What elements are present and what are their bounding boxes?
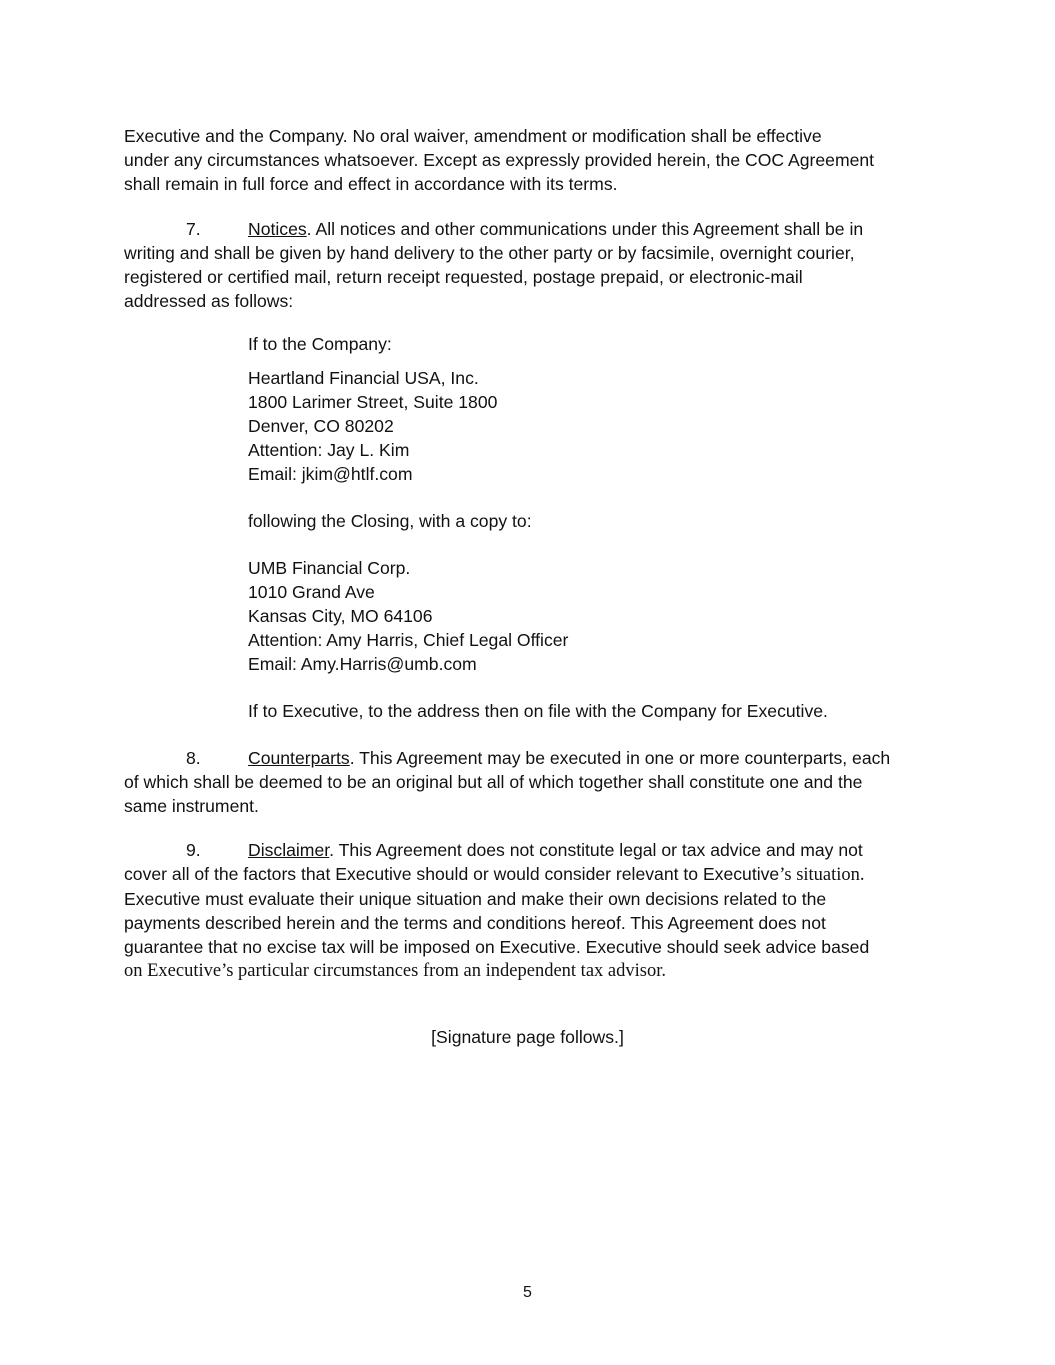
text-line — [124, 838, 934, 862]
section-text: . All notices and other communications under this Agreement shall be in — [306, 219, 864, 239]
text-line: same instrument. — [124, 796, 259, 816]
company-intro: If to the Company: — [248, 334, 392, 354]
address-line: Heartland Financial USA, Inc. — [248, 368, 479, 388]
section-number: 7. — [186, 219, 201, 239]
text-line — [124, 862, 934, 887]
section-heading: Disclaimer — [248, 840, 330, 860]
address-line: Attention: Amy Harris, Chief Legal Officer — [248, 630, 569, 650]
section-text: . This Agreement may be executed in one or more counterparts, each — [349, 748, 891, 768]
section-text: . This Agreement does not constitute legal or tax advice and may not — [329, 840, 863, 860]
text-line: registered or certified mail, return receipt requested, postage prepaid, or electronic-mail — [124, 267, 803, 287]
text-line: payments described herein and the terms and conditions hereof. This Agreement does not — [124, 913, 826, 933]
section-heading: Counterparts — [248, 748, 350, 768]
text-line: guarantee that no excise tax will be imposed on Executive. Executive should seek advice based — [124, 937, 870, 957]
section-number: 9. — [186, 840, 201, 860]
address-line: Denver, CO 80202 — [248, 416, 394, 436]
copy-intro: following the Closing, with a copy to: — [248, 511, 532, 531]
section-heading: Notices — [248, 219, 307, 239]
company-address-block — [248, 366, 928, 486]
intro-paragraph — [124, 124, 934, 196]
text-line: Executive and the Company. No oral waiver, amendment or modification shall be effective — [124, 126, 822, 146]
line-serif-part: ’s situation. — [779, 865, 865, 885]
address-line: 1800 Larimer Street, Suite 1800 — [248, 392, 498, 412]
address-line: UMB Financial Corp. — [248, 558, 411, 578]
executive-notice: If to Executive, to the address then on file with the Company for Executive. — [248, 701, 828, 721]
text-line — [124, 217, 934, 241]
section-7-notices — [124, 217, 934, 313]
text-line: Executive must evaluate their unique situation and make their own decisions related to the — [124, 889, 827, 909]
text-line: under any circumstances whatsoever. Except as expressly provided herein, the COC Agreement — [124, 150, 875, 170]
address-line: Kansas City, MO 64106 — [248, 606, 433, 626]
text-line: addressed as follows: — [124, 291, 294, 311]
address-line: Email: Amy.Harris@umb.com — [248, 654, 477, 674]
address-line: Attention: Jay L. Kim — [248, 440, 410, 460]
text-line: writing and shall be given by hand delivery to the other party or by facsimile, overnight courier, — [124, 243, 855, 263]
text-line — [124, 746, 934, 770]
copy-address-block — [248, 556, 928, 676]
line-sans-part: cover all of the factors that Executive should or would consider relevant to Executive — [124, 864, 780, 884]
section-number: 8. — [186, 748, 201, 768]
text-line: on Executive’s particular circumstances from an independent tax advisor. — [124, 961, 666, 981]
page-number: 5 — [523, 1284, 532, 1301]
text-line: shall remain in full force and effect in accordance with its terms. — [124, 174, 618, 194]
signature-note: [Signature page follows.] — [431, 1027, 624, 1047]
address-line: 1010 Grand Ave — [248, 582, 375, 602]
section-9-disclaimer — [124, 838, 934, 983]
text-line: of which shall be deemed to be an original but all of which together shall constitute one and the — [124, 772, 863, 792]
section-8-counterparts — [124, 746, 934, 818]
address-line: Email: jkim@htlf.com — [248, 464, 413, 484]
